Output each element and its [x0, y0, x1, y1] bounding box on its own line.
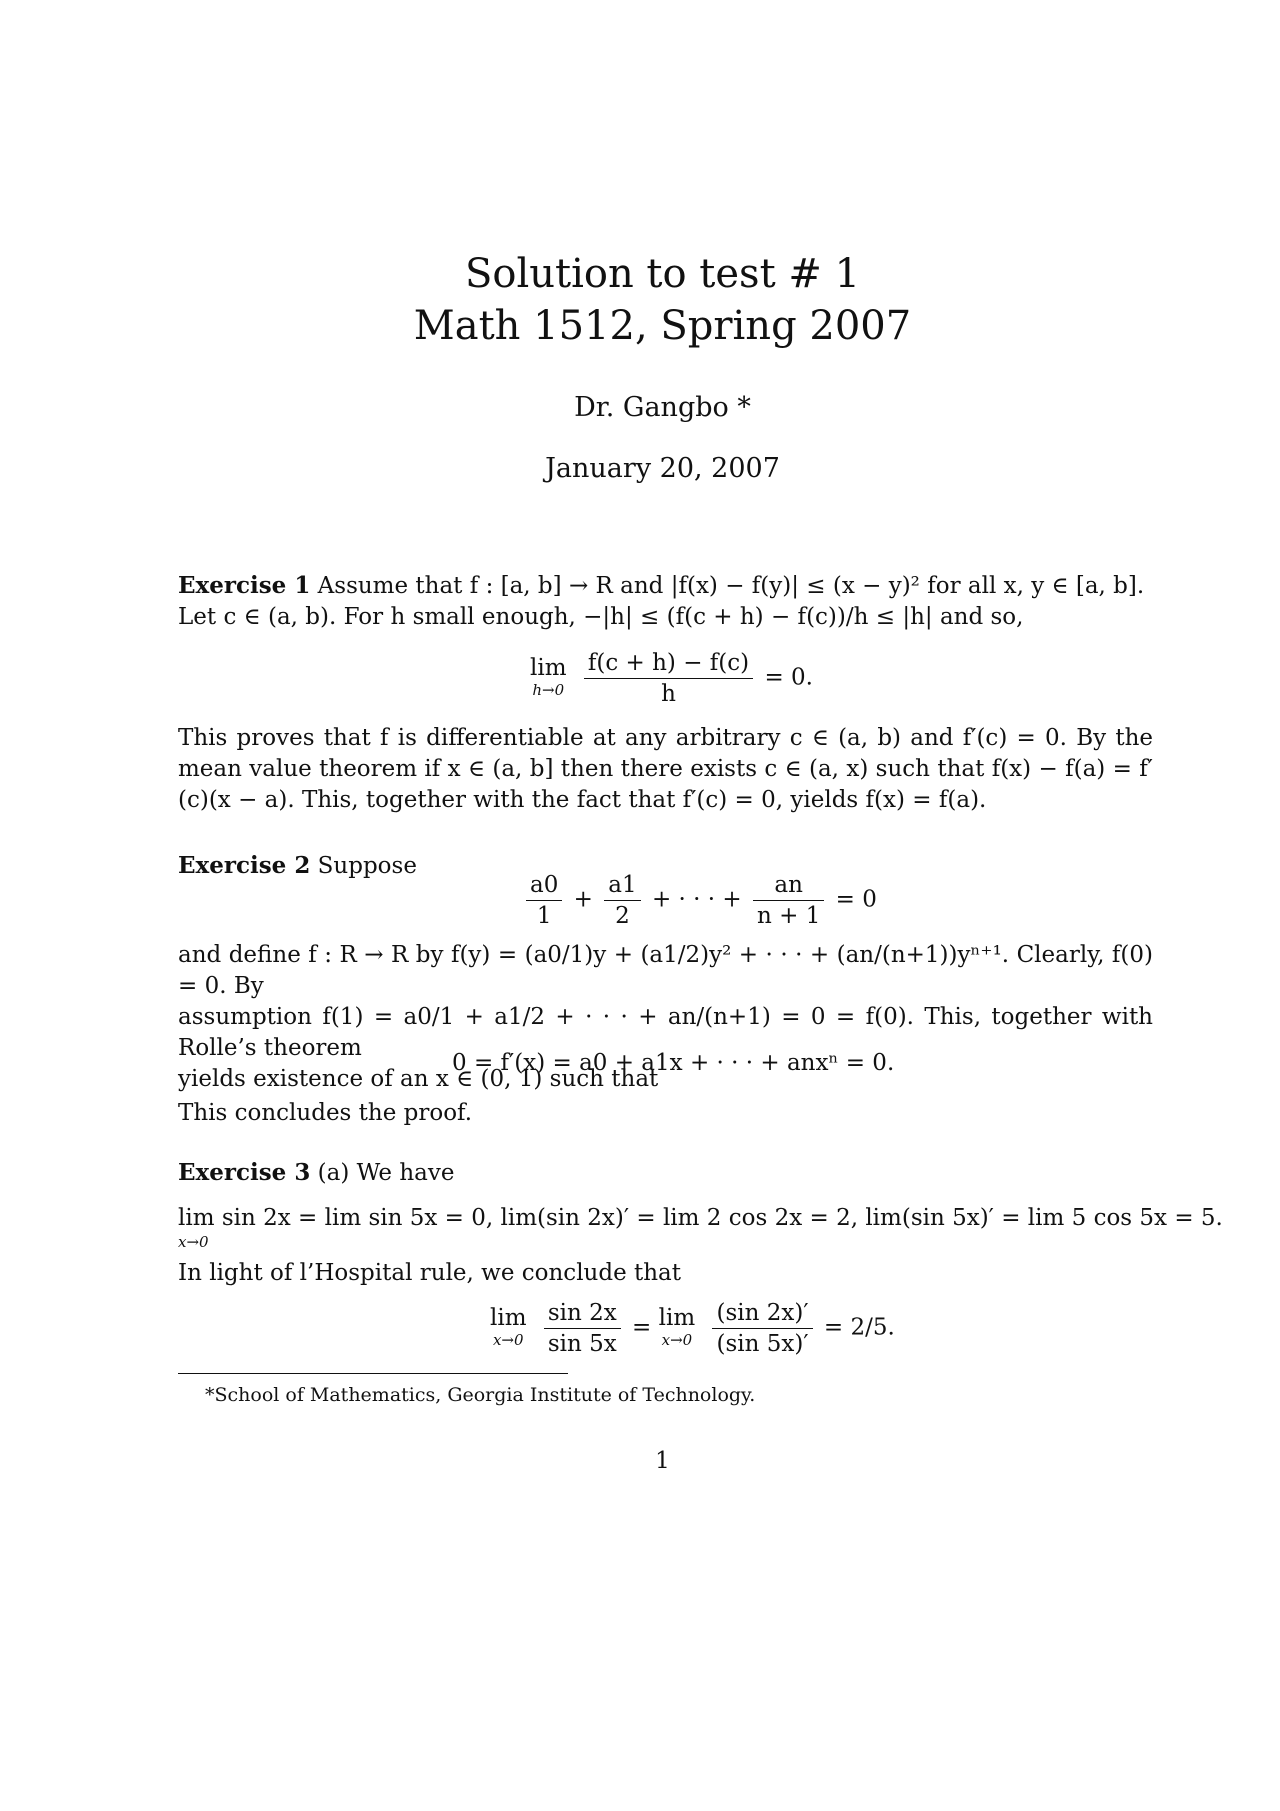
equation-rhs: = 0: [835, 886, 877, 913]
limits-subscript: x→0: [178, 1233, 209, 1251]
exercise-2-closing: This concludes the proof.: [178, 1100, 473, 1126]
author: Dr. Gangbo *: [574, 392, 751, 423]
exercise-3-label: Exercise 3: [178, 1159, 311, 1186]
exercise-2-body-line-1: and define f : R → R by f(y) = (a0/1)y + (a1/2)y² + · · · + (an/(n+1))yⁿ⁺¹. Clearly, f(0) = 0. By: [178, 942, 1153, 999]
exercise-3-lead: (a) We have: [317, 1160, 455, 1186]
footnote-rule: [178, 1373, 568, 1374]
limits-line: lim sin 2x = lim sin 5x = 0, lim(sin 2x)′ = lim 2 cos 2x = 2, lim(sin 5x)′ = lim 5 cos 5x = 5.: [178, 1205, 1223, 1231]
term-1: $\frac{a0}{1}$: [526, 870, 562, 931]
ratio-2: $\frac{(\sin 2x)'}{(\sin 5x)'}$: [712, 1298, 812, 1359]
exercise-2-body-line-2: assumption f(1) = a0/1 + a1/2 + · · · + an/(n+1) = 0 = f(0). This, together with Rolle’s theorem: [178, 1004, 1153, 1061]
page-title: [0, 248, 1280, 352]
exercise-3-final-equation: lim x→0 $\frac{\sin 2x}{\sin 5x}$ = lim x→0 $\frac{(\sin 2x)'}{(\sin 5x)'}$ = 2/5.: [490, 1300, 895, 1357]
exercise-2-derivative-equation: 0 = f′(x) = a0 + a1x + · · · + anxⁿ = 0.: [452, 1050, 895, 1076]
difference-quotient: [584, 648, 753, 709]
footnote: *School of Mathematics, Georgia Institute of Technology.: [205, 1384, 756, 1406]
exercise-2-body-line-3: yields existence of an x ∈ (0, 1) such that: [178, 1066, 659, 1092]
ellipsis: + · · · +: [651, 886, 742, 913]
exercise-3-hospital: In light of l’Hospital rule, we conclude that: [178, 1260, 682, 1286]
exercise-1-intro: [178, 570, 1153, 633]
limit-operator-1: lim x→0: [490, 1304, 527, 1349]
exercise-2-sum-equation: $\frac{a0}{1}$ + $\frac{a1}{2}$ + · · · + $\frac{an}{n + 1}$ = 0: [522, 870, 877, 931]
exercise-1-label: Exercise 1: [178, 572, 311, 599]
exercise-1-conclusion: This proves that f is differentiable at any arbitrary c ∈ (a, b) and f′(c) = 0. By the mean value theorem if x ∈ (a, b] then there exists c ∈ (a, x) such that f(x) − f(a) = f′(c)(x − a). This, together with the fact that f′(c) = 0, yields f(x) = f(a).: [178, 725, 1153, 813]
exercise-1-line2: Let c ∈ (a, b). For h small enough, −|h| ≤ (f(c + h) − f(c))/h ≤ |h| and so,: [178, 604, 1024, 630]
date: January 20, 2007: [545, 453, 780, 484]
title-line-2: Math 1512, Spring 2007: [413, 303, 912, 349]
equation-rhs: = 0.: [764, 664, 813, 691]
title-line-1: Solution to test # 1: [464, 251, 861, 297]
exercise-2-lead: Suppose: [317, 853, 417, 879]
exercise-1-equation: [530, 648, 813, 709]
term-n: $\frac{an}{n + 1}$: [753, 870, 824, 931]
term-2: $\frac{a1}{2}$: [604, 870, 640, 931]
final-result: = 2/5.: [823, 1314, 895, 1341]
exercise-3-limits: [178, 1203, 1223, 1251]
limit-operator-2: lim x→0: [658, 1304, 696, 1349]
page-number: 1: [655, 1448, 670, 1474]
fraction-numerator: f(c + h) − f(c): [584, 648, 753, 679]
fraction-denominator: h: [661, 681, 676, 707]
limit-operator: lim h→0: [530, 654, 567, 699]
exercise-3-intro: [178, 1157, 1153, 1189]
exercise-1-lead: Assume that f : [a, b] → R and |f(x) − f(y)| ≤ (x − y)² for all x, y ∈ [a, b].: [317, 573, 1145, 599]
exercise-2-label: Exercise 2: [178, 852, 311, 879]
ratio-1: $\frac{\sin 2x}{\sin 5x}$: [544, 1298, 621, 1359]
